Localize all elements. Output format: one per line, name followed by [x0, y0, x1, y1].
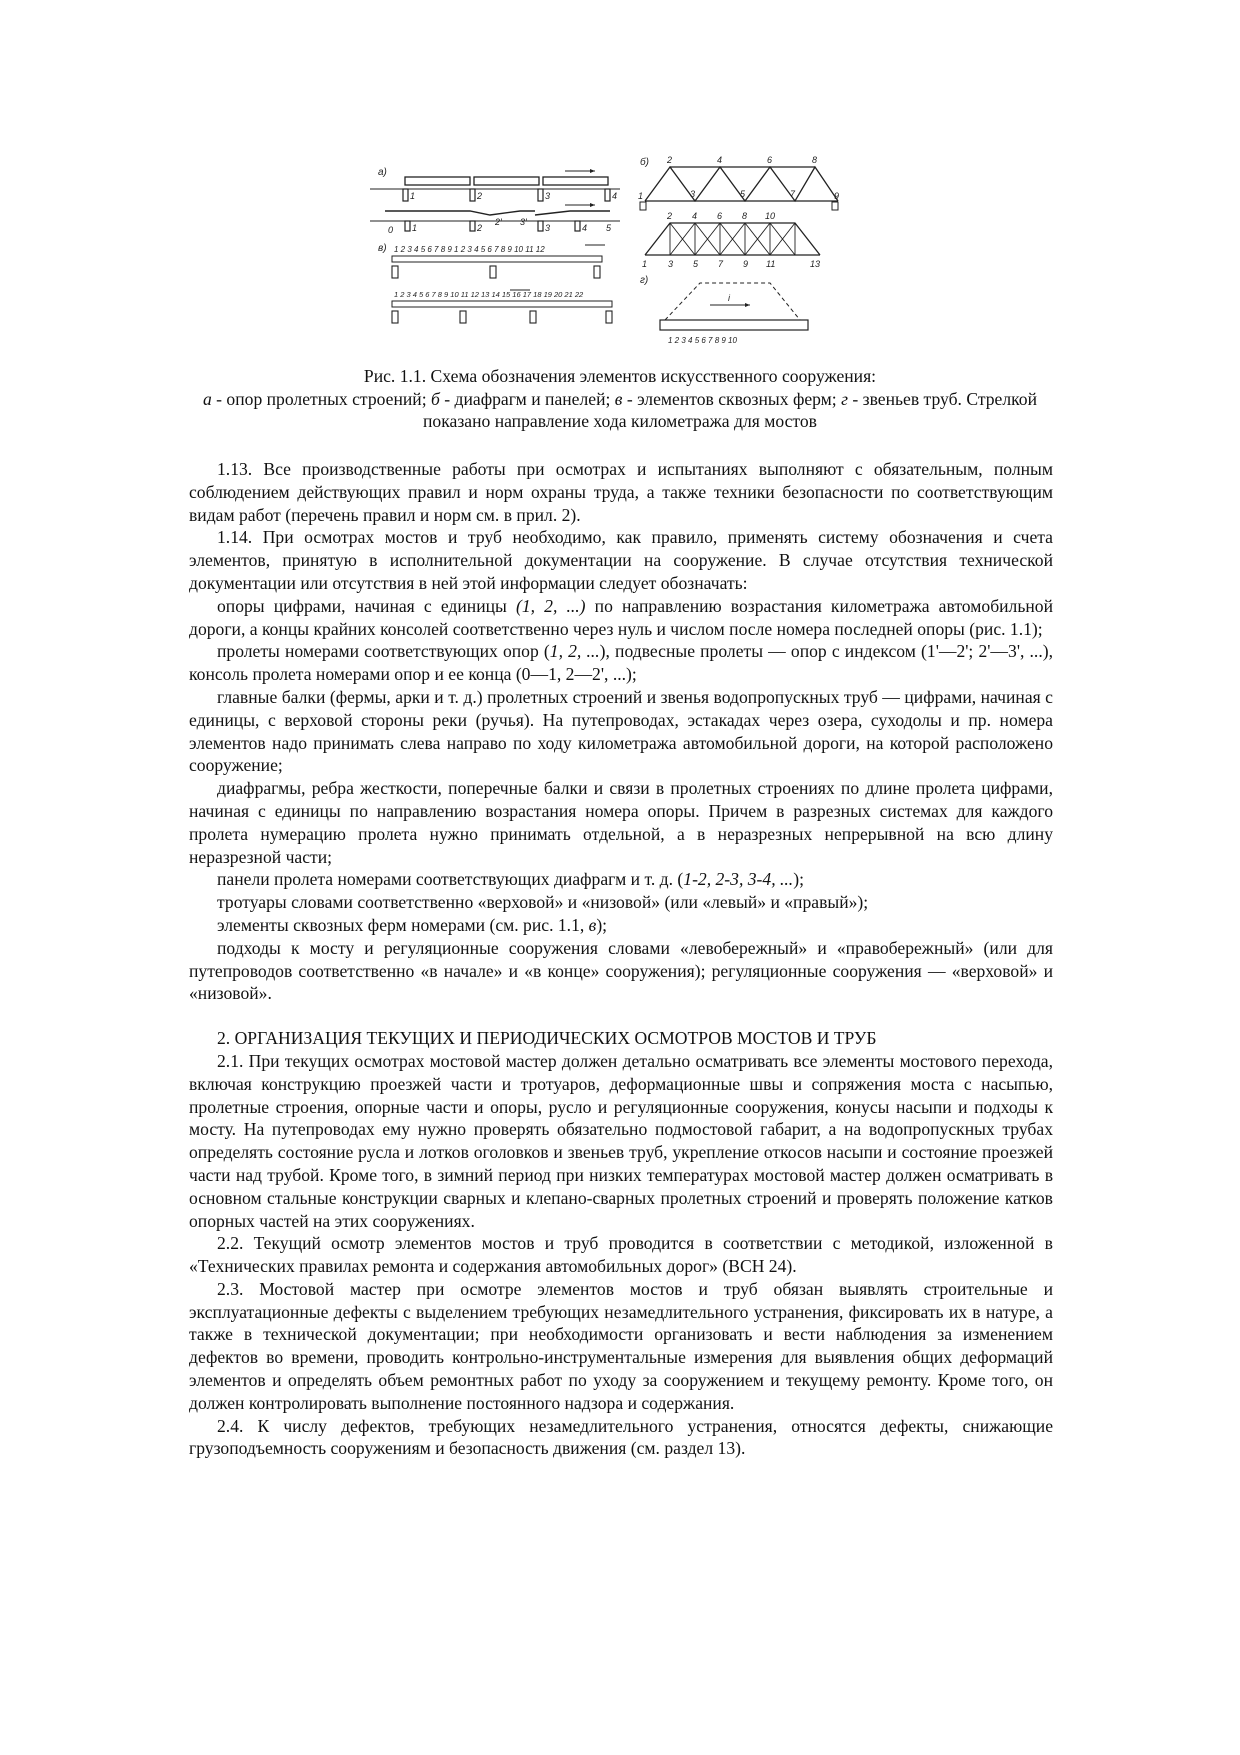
b-label: 3 [545, 223, 551, 233]
truss1-bottom-label: 3 [690, 189, 696, 199]
caption-letter-a: а [202, 388, 212, 409]
c-bottom-row: 1 2 3 4 5 6 7 8 9 10 11 12 13 14 15 16 17 18 19 20 21 22 [394, 290, 584, 299]
caption-legend [190, 388, 1050, 433]
truss1-bottom-label: 1 [638, 191, 644, 201]
caption-text-a: - опор пролетных строений; [211, 388, 431, 409]
paragraph-2-1: 2.1. При текущих осмотрах мостовой мастер должен детально осматривать все элементы мостового перехода, включая конструкцию проезжей части и тротуаров, деформационные швы и сопряжения моста с насыпью, пролетные строения, опорные части и опоры, русло и регуляционные сооружения, конусы насыпи и подходы к мосту. На путепроводах ему нужно проверять обязательно подмостовой габарит, а на водопропускных трубах определять состояние русла и лотков оголовков и звеньев труб, укрепление откосов насыпи и состояние проезжей части над трубой. Кроме того, в зимний период при низких температурах мостовой мастер должен осматривать в основном стальные конструкции сварных и клепано-сварных пролетных строений и проверять положение катков опорных частей на этих сооружениях. [189, 1050, 1053, 1231]
list-item-truss [189, 914, 1053, 937]
document-body [189, 458, 1053, 1460]
b-label: 2' [495, 217, 502, 227]
truss2-top-label: 8 [742, 211, 748, 221]
text-span: пролеты номерами соответствующих опор ( [217, 641, 550, 662]
italic-span: 1-2, 2-3, 3-4, ... [683, 869, 794, 890]
text-span: ); [793, 869, 804, 890]
truss2-bottom-label: 1 [642, 259, 648, 269]
paragraph-2-3: 2.3. Мостовой мастер при осмотре элементов мостов и труб обязан выявлять строительные и эксплуатационные дефекты с выделением требующих незамедлительного устранения, фиксировать их в натуре, а также в технической документации; при необходимости организовать и вести наблюдения за изменением дефектов во времени, проводить контрольно-инструментальные измерения для выявления общих деформаций элементов и определять объем ремонтных работ по уходу за сооружением и текущему ремонту. Кроме того, он должен контролировать выполнение постоянного надзора и содержания. [189, 1278, 1053, 1413]
list-item-panels [189, 868, 1053, 891]
italic-span: 1, 2, ... [549, 641, 600, 662]
truss2-top-label: 10 [765, 211, 776, 221]
panel-label-v: в) [378, 243, 387, 254]
b-label: 0 [388, 225, 394, 235]
list-item-spans [189, 640, 1053, 686]
paragraph-1-13: 1.13. Все производственные работы при осмотрах и испытаниях выполняют с обязательным, полным соблюдением действующих правил и норм охраны труда, а также техники безопасности по соответствующим видам работ (перечень правил и норм см. в прил. 2). [189, 459, 1053, 525]
list-item-supports [189, 595, 1053, 641]
truss2-bottom-label: 11 [766, 259, 776, 269]
caption-text-v: - элементов сквозных ферм; [622, 388, 842, 409]
truss2-top-label: 4 [692, 211, 698, 221]
b-label: 3' [520, 217, 527, 227]
truss1-top-label: 6 [767, 155, 773, 165]
list-item-diaphragms: диафрагмы, ребра жесткости, поперечные балки и связи в пролетных строениях по длине пролета цифрами, начиная с единицы по направлению возрастания номера опоры. Причем в разрезных системах для каждого пролета нумерацию пролета нужно принимать отдельной, а в неразрезных непрерывной на всю длину неразрезной части; [189, 778, 1053, 867]
text-span: ); [596, 914, 608, 935]
b-label: 2 [477, 223, 483, 233]
list-item-sidewalks: тротуары словами соответственно «верховой» и «низовой» (или «левый» и «правый»); [217, 892, 869, 913]
paragraph-2-2: 2.2. Текущий осмотр элементов мостов и труб проводится в соответствии с методикой, изложенной в «Технических правилах ремонта и содержания автомобильных дорог» (ВСН 24). [189, 1233, 1053, 1277]
caption-letter-g: г [841, 388, 848, 409]
italic-span: (1, 2, ...) [515, 595, 586, 616]
support-label: 3 [545, 191, 551, 201]
paragraph-2-4: 2.4. К числу дефектов, требующих незамедлительного устранения, относятся дефекты, снижающие грузоподъемность сооружениям и безопасность движения (см. раздел 13). [189, 1415, 1053, 1459]
truss1-bottom-label: 5 [740, 189, 746, 199]
paragraph-1-14: 1.14. При осмотрах мостов и труб необходимо, как правило, применять систему обозначения и счета элементов, принятую в исполнительной документации на сооружение. В случае отсутствия технической документации или отсутствия в ней этой информации следует обозначать: [189, 527, 1053, 593]
panel-label-g: г) [640, 275, 649, 286]
caption-title: Рис. 1.1. Схема обозначения элементов искусственного сооружения: [363, 366, 877, 386]
pipe-numbers: 1 2 3 4 5 6 7 8 9 10 [668, 336, 737, 345]
italic-span: в [588, 914, 597, 935]
support-label: 4 [612, 191, 618, 201]
panel-label-a: а) [378, 167, 387, 178]
figure-1-1 [370, 155, 900, 355]
figure-caption [190, 365, 1050, 433]
panel-label-b: б) [640, 157, 649, 168]
text-span: опоры цифрами, начиная с единицы [217, 595, 516, 616]
truss2-bottom-label: 7 [718, 259, 724, 269]
c-top-row: 1 2 3 4 5 6 7 8 9 1 2 3 4 5 6 7 8 9 10 11 12 [394, 245, 545, 254]
truss1-bottom-label: 7 [790, 189, 796, 199]
truss2-top-label: 2 [667, 211, 673, 221]
list-item-beams: главные балки (фермы, арки и т. д.) пролетных строений и звенья водопропускных труб — цифрами, начиная с единицы, с верховой стороны реки (ручья). На путепроводах, эстакадах через озера, суходолы и пр. номера элементов надо принимать слева направо по ходу километража автомобильной дороги, на которой расположено сооружение; [189, 686, 1053, 776]
text-span: ), подвесные пролеты — опор с индексом (1'—2'; 2'—3', ...), консоль пролета номерами опор и ее конца (0—1, 2—2', ...); [189, 641, 1053, 685]
truss1-top-label: 8 [812, 155, 818, 165]
caption-text-b: - диафрагм и панелей; [439, 388, 615, 409]
bridge-elements-diagram [370, 155, 900, 355]
caption-letter-v: в [614, 388, 623, 409]
text-span: по направлению возрастания километража автомобильной дороги, а концы крайних консолей соответственно через нуль и числом после номера последней опоры (рис. 1.1); [189, 595, 1053, 639]
b-label: 5 [606, 223, 612, 233]
text-span: панели пролета номерами соответствующих диафрагм и т. д. ( [217, 869, 684, 890]
text-span: элементы сквозных ферм номерами (см. рис. 1.1, [217, 914, 589, 935]
truss2-bottom-label: 9 [743, 259, 749, 269]
truss1-top-label: 2 [667, 155, 673, 165]
caption-letter-b: б [431, 388, 440, 409]
truss2-bottom-label: 13 [810, 259, 821, 269]
support-label: 1 [410, 191, 416, 201]
truss2-bottom-label: 5 [693, 259, 699, 269]
b-label: 1 [412, 223, 418, 233]
truss1-bottom-label: 9 [834, 191, 840, 201]
caption-text-g: - звеньев труб. Стрелкой показано направление хода километража для мостов [423, 388, 1037, 431]
list-item-approaches: подходы к мосту и регуляционные сооружения словами «левобережный» и «правобережный» (или для путепроводов соответственно «в начале» и «в конце» сооружения); регуляционные сооружения — «верховой» и «низовой». [189, 937, 1053, 1004]
truss1-top-label: 4 [717, 155, 723, 165]
slope-label: i [728, 293, 730, 303]
b-label: 4 [582, 223, 588, 233]
section-heading-2: 2. ОРГАНИЗАЦИЯ ТЕКУЩИХ И ПЕРИОДИЧЕСКИХ ОСМОТРОВ МОСТОВ И ТРУБ [217, 1028, 877, 1049]
support-label: 2 [477, 191, 483, 201]
truss2-bottom-label: 3 [668, 259, 674, 269]
truss2-top-label: 6 [717, 211, 723, 221]
